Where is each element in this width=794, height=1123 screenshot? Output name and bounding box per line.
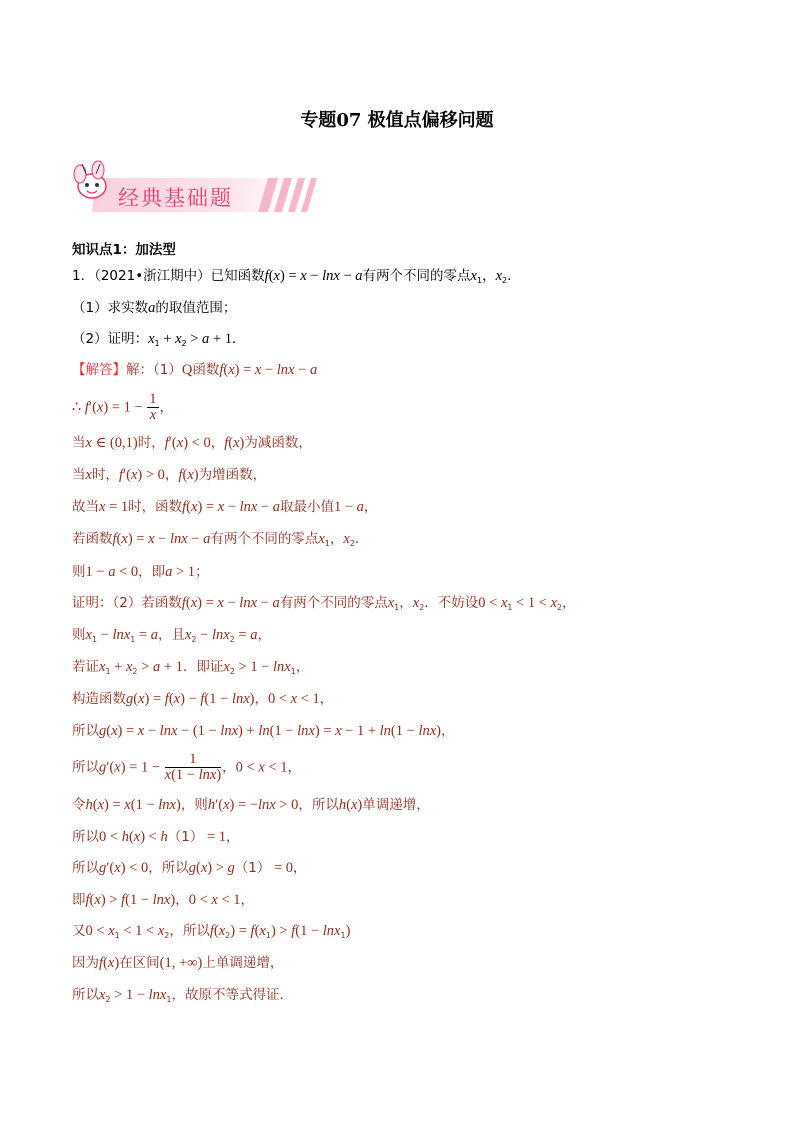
answer-line-15: 所以0 < h(x) < h（1） = 1， — [72, 829, 240, 845]
banner-title: 经典基础题 — [118, 186, 233, 210]
answer-line-20: 所以$x_2 > 1 - \ln x_1$，故原不等式得证． — [72, 987, 293, 1004]
answer-line-11: 构造函数g(x) = f(x) − f(1 − lnx)，0 < x < 1， — [72, 691, 334, 707]
answer-line-5: 故当x = 1时，函数f(x) = x − lnx − a取最小值1 − a， — [72, 499, 378, 515]
answer-line-6: 若函数f(x) = x − lnx − a有两个不同的零点$x_1$，$x_2$． — [72, 531, 369, 548]
answer-line-3: 当x ∈ (0,1)时，f′(x) < 0，f(x)为减函数， — [72, 435, 312, 451]
section-banner — [68, 160, 328, 216]
answer-line-2: ∴ f′(x) = 1 − $\frac{1}{x}$ ， — [72, 391, 174, 423]
answer-line-14: 令h(x) = x(1 − lnx)，则h′(x) = −lnx > 0，所以h(x)单调递增， — [72, 797, 430, 813]
answer-line-16: 所以g′(x) < 0，所以g(x) > g（1） = 0， — [72, 860, 307, 876]
answer-line-18: 又$0 < x_1 < 1 < x_2$，所以$f(x_2) = f(x_1) > f(1 - \ln x_1)$ — [72, 923, 351, 940]
answer-line-13: 所以g′(x) = 1 − $\frac{1}{x(1 - \ln x)}$ ，0 < x < 1， — [72, 751, 301, 783]
answer-line-4: 当x时，f′(x) > 0，f(x)为增函数， — [72, 467, 267, 483]
answer-line-8: 证明：（2）若函数f(x) = x − lnx − a有两个不同的零点$x_1$，$x_2$．不妨设$0 < x_1 < 1 < x_2$， — [72, 595, 576, 612]
page-title: 专题07 极值点偏移问题 — [300, 110, 494, 131]
answer-line-19: 因为f(x)在区间(1, +∞)上单调递增， — [72, 955, 284, 971]
answer-line-7: 则1 − a < 0，即a > 1； — [72, 564, 209, 580]
problem-part1: （1）求实数a的取值范围； — [72, 300, 237, 316]
answer-line-10: 若证$x_1 + x_2 > a + 1$．即证$x_2 > 1 - \ln x_1$， — [72, 659, 310, 676]
problem-part2: （2）证明：$x_1 + x_2 > a + 1$． — [72, 331, 246, 348]
answer-line-1: 【解答】解：（1）Q函数f(x) = x − lnx − a — [72, 362, 318, 378]
answer-line-12: 所以g(x) = x − lnx − (1 − lnx) + ln(1 − lnx) = x − 1 + ln(1 − lnx)， — [72, 723, 455, 739]
problem-statement: 1．（2021•浙江期中）已知函数f(x) = x − lnx − a有两个不同的零点$x_1$，$x_2$． — [72, 268, 521, 285]
answer-line-9: 则$x_1 - \ln x_1 = a$，且$x_2 - \ln x_2 = a$， — [72, 627, 271, 644]
answer-line-17: 即f(x) > f(1 − lnx)，0 < x < 1， — [72, 892, 254, 908]
section-heading: 知识点1：加法型 — [72, 242, 176, 258]
